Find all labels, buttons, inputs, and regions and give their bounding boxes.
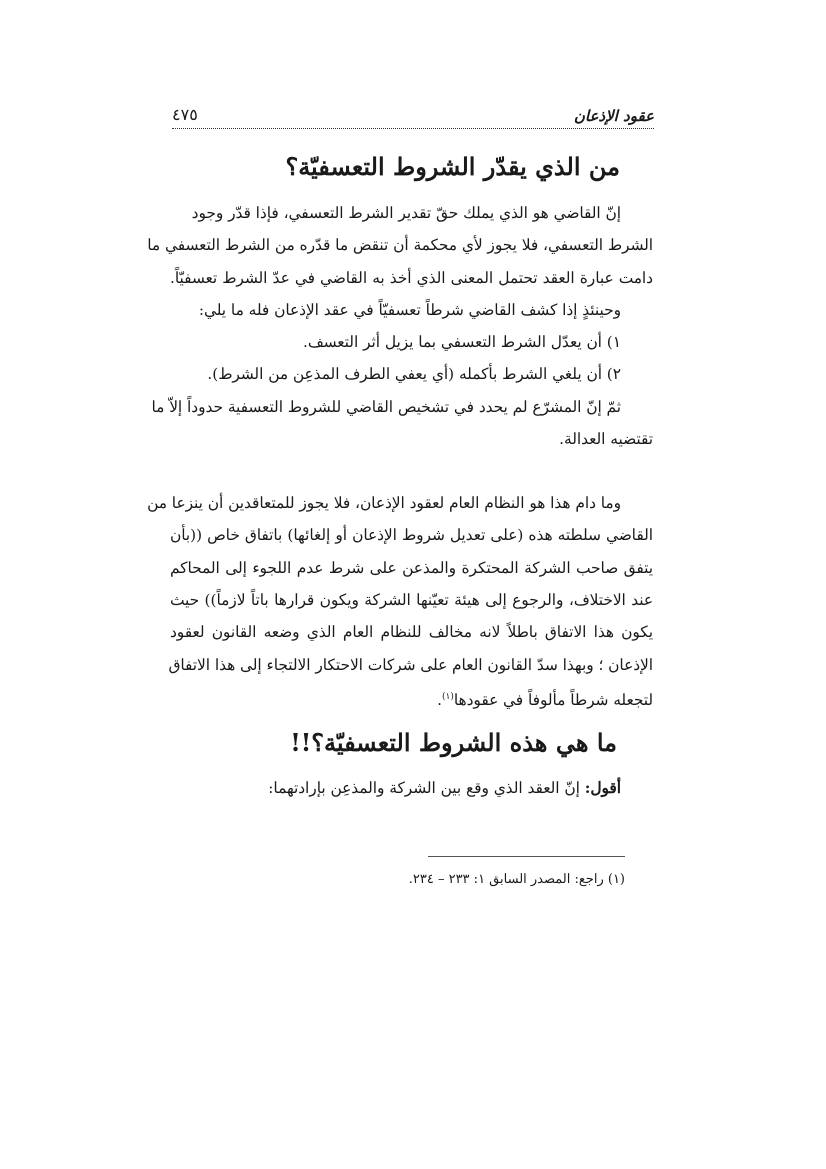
- header-title: عقود الإذعان: [573, 107, 654, 125]
- paragraph-line: [268, 772, 621, 804]
- paragraph-line: القاضي سلطته هذه (على تعديل شروط الإذعان أو إلغائها) باتفاق خاص ((بأن: [170, 526, 653, 544]
- footnote: (١) راجع: المصدر السابق ١: ٢٣٣ – ٢٣٤.: [408, 872, 625, 887]
- list-item-1: ١) أن يعدّل الشرط التعسفي بما يزيل أثر التعسف.: [302, 333, 621, 351]
- paragraph-line: الشرط التعسفي، فلا يجوز لأي محكمة أن تنقض ما قدّره من الشرط التعسفي ما: [147, 236, 653, 254]
- footnote-divider: [428, 856, 625, 857]
- lead-bold: أقول:: [584, 779, 621, 797]
- sentence-end: .: [437, 691, 443, 710]
- paragraph-line: يكون هذا الاتفاق باطلاً لانه مخالف للنظام العام الذي وضعه القانون لعقود: [170, 623, 653, 641]
- page-number: ٤٧٥: [172, 105, 198, 124]
- paragraph-line: يتفق صاحب الشركة المحتكرة والمذعن على شرط عدم اللجوء إلى المحاكم: [170, 559, 653, 577]
- paragraph-line: وما دام هذا هو النظام العام لعقود الإذعان، فلا يجوز للمتعاقدين أن ينزعا من: [147, 494, 621, 512]
- section-heading-2: ما هي هذه الشروط التعسفيّة؟!!: [290, 728, 617, 757]
- running-header: [172, 98, 654, 129]
- list-item-2: ٢) أن يلغي الشرط بأكمله (أي يعفي الطرف المذعِن من الشرط).: [207, 365, 621, 383]
- footnote-ref: (١): [442, 692, 454, 702]
- paragraph-text: لتجعله شرطاً مألوفاً في عقودها: [453, 691, 653, 710]
- paragraph-line: إنّ القاضي هو الذي يملك حقّ تقدير الشرط التعسفي، فإذا قدّر وجود: [191, 204, 621, 222]
- paragraph-line: عند الاختلاف، والرجوع إلى هيئة تعيّنها الشركة ويكون قرارها باتاً لازماً)) حيث: [170, 591, 653, 609]
- paragraph-line: تقتضيه العدالة.: [559, 430, 653, 448]
- paragraph-line: دامت عبارة العقد تحتمل المعنى الذي أخذ به القاضي في عدّ الشرط تعسفيّاً.: [170, 269, 653, 287]
- paragraph-line: ثمّ إنّ المشرّع لم يحدد في تشخيص القاضي للشروط التعسفية حدوداً إلاّ ما: [151, 398, 621, 416]
- paragraph-line: الإذعان ؛ وبهذا سدّ القانون العام على شركات الاحتكار الالتجاء إلى هذا الاتفاق: [168, 656, 653, 674]
- section-heading-1: من الذي يقدّر الشروط التعسفيّة؟: [285, 152, 620, 181]
- paragraph-line-last: [437, 681, 653, 716]
- lead-text: إنّ العقد الذي وقع بين الشركة والمذعِن بإرادتهما:: [268, 779, 585, 797]
- paragraph-line: وحينئذٍ إذا كشف القاضي شرطاً تعسفيّاً في عقد الإذعان فله ما يلي:: [198, 301, 621, 319]
